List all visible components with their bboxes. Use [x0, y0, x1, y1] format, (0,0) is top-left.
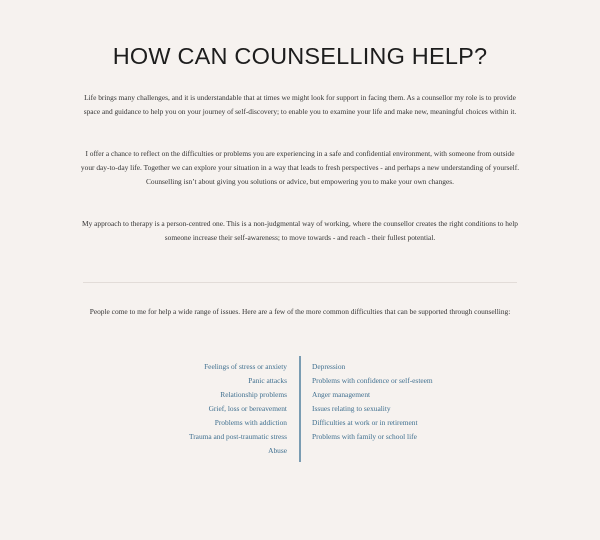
issue-item: Problems with family or school life	[312, 432, 417, 441]
issue-item: Problems with confidence or self-esteem	[312, 376, 433, 385]
issue-item: Anger management	[312, 390, 371, 399]
issues-column-divider	[299, 356, 301, 462]
issue-item: Depression	[312, 362, 346, 371]
issue-item: Issues relating to sexuality	[312, 404, 391, 413]
chance-paragraph: I offer a chance to reflect on the difficulties or problems you are experiencing in a safe and confidential environment, with someone from outside your day-to-day life. Together we can explore your situation in a way that leads to fresh perspectives - and perhaps a new understanding of yourself. Counselling isn’t about giving you solutions or advice, but empowering you to make your own changes.	[80, 149, 520, 186]
issue-item: Relationship problems	[220, 390, 287, 399]
issue-item: Trauma and post-traumatic stress	[188, 432, 287, 441]
issue-item: Difficulties at work or in retirement	[312, 418, 418, 427]
page-title: HOW CAN COUNSELLING HELP?	[112, 43, 488, 69]
issue-item: Grief, loss or bereavement	[208, 404, 287, 413]
section-divider	[83, 282, 517, 283]
issue-item: Problems with addiction	[214, 418, 287, 427]
issues-intro-paragraph: People come to me for help a wide range of issues. Here are a few of the more common difficulties that can be supported through counselling:	[89, 307, 511, 316]
issues-list-right	[312, 360, 433, 444]
issue-item: Feelings of stress or anxiety	[204, 362, 287, 371]
approach-paragraph: My approach to therapy is a person-centred one. This is a non-judgmental way of working, where the counsellor creates the right conditions to help someone increase their self-awareness; to move towards - and reach - their fullest potential.	[82, 219, 518, 242]
issue-item: Abuse	[268, 446, 287, 455]
issues-list-left	[189, 360, 287, 458]
issue-item: Panic attacks	[248, 376, 287, 385]
intro-paragraph: Life brings many challenges, and it is understandable that at times we might look for support in facing them. As a counsellor my role is to provide space and guidance to help you on your journey of self-discovery; to enable you to examine your life and make new, meaningful choices within it.	[83, 93, 517, 116]
